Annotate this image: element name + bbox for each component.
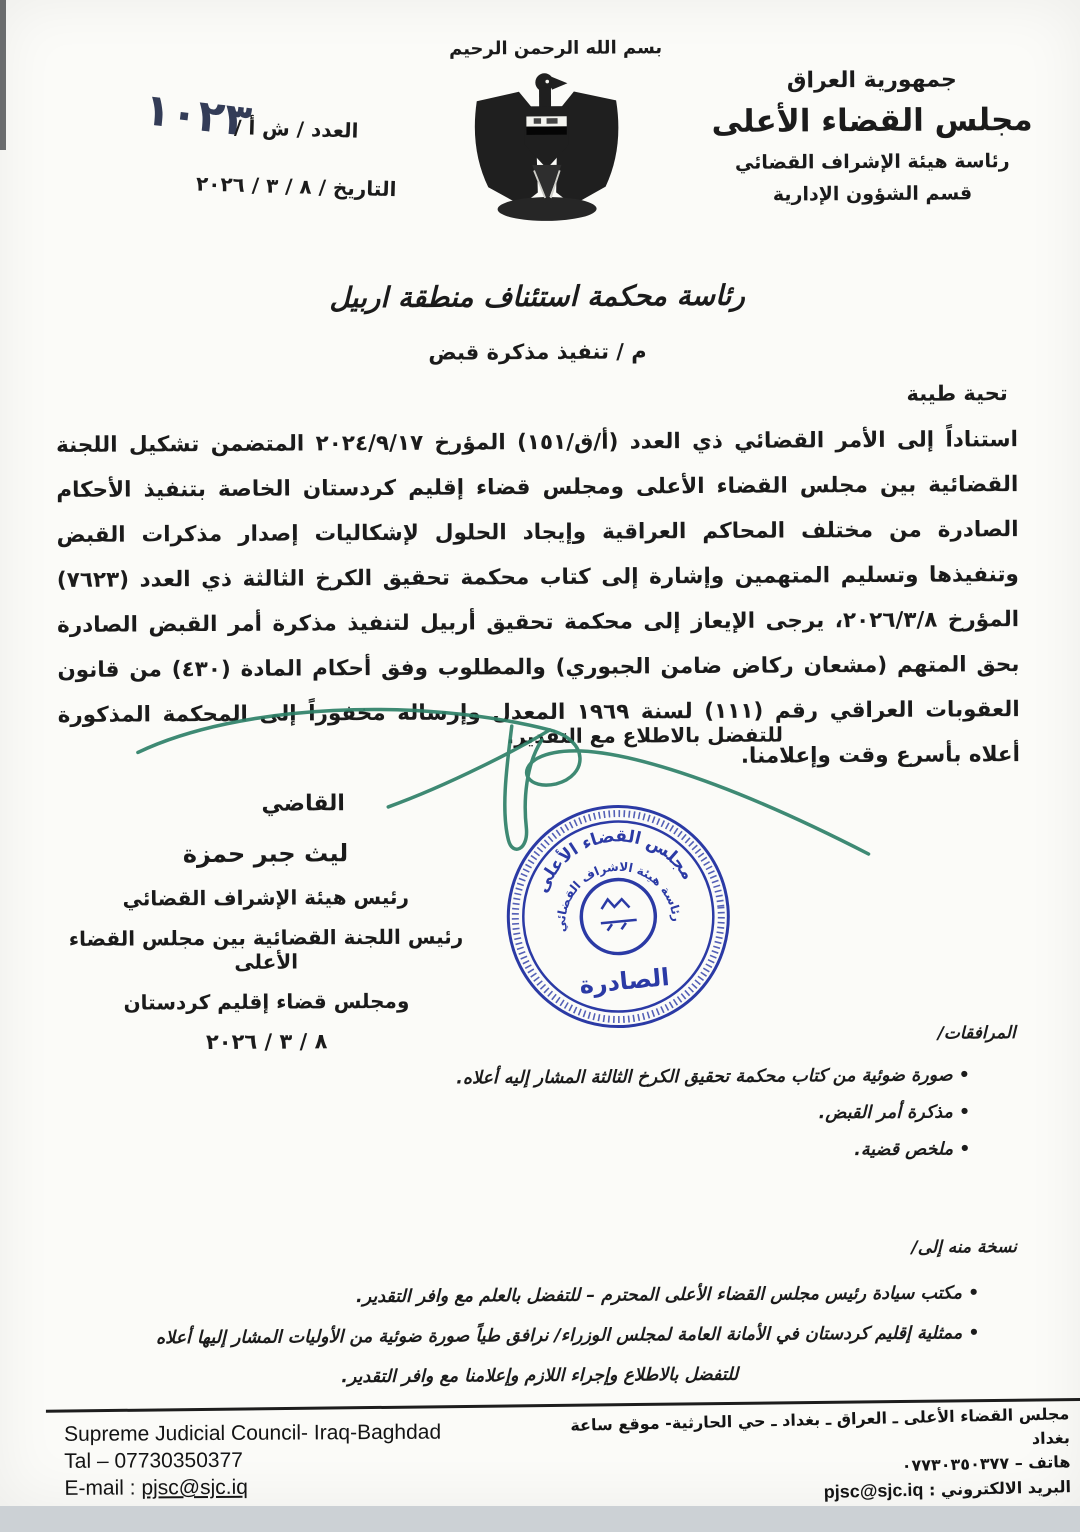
body-paragraph: استناداً إلى الأمر القضائي ذي العدد (أ/ق/١٥١) المؤرخ ٢٠٢٤/٩/١٧ المتضمن تشكيل اللجنة القضائية بين مجلس القضاء الأعلى ومجلس قضاء إقليم كردستان الخاصة بتنفيذ الأحكام الصادرة من مختلف المحاكم العراقية وإيجاد الحلول لإشكاليات إصدار مذكرات القبض وتنفيذها وتسليم المتهمين وإشارة إلى كتاب محكمة تحقيق الكرخ الثالثة ذي العدد (٧٦٢٣) المؤرخ ٢٠٢٦/٣/٨، يرجى الإيعاز إلى محكمة تحقيق أربيل لتنفيذ مذكرة أمر القبض الصادرة بحق المتهم (مشعان ركاض ضامن الجبوري) والمطلوب وفق أحكام المادة (٤٣٠) من قانون العقوبات العراقي رقم (١١١) لسنة ١٩٦٩ المعدل وإرساله مخفوراً إلى المحكمة المذكورة أعلاه بأسرع وقت وإعلامنا. xyxy=(55,427,1021,769)
date-line: التاريخ / ٨ / ٣ / ٢٠٢٦ xyxy=(195,171,397,202)
judge-label: القاضي xyxy=(261,791,346,817)
attachment-item: • ملخص قضية. xyxy=(350,1131,970,1172)
eagle-icon xyxy=(464,63,630,222)
footer-en-tel: Tal – 07730350377 xyxy=(64,1448,243,1473)
admin-department: قسم الشؤون الإدارية xyxy=(772,182,973,206)
judge-title-1: رئيس هيئة الإشراف القضائي xyxy=(122,884,410,911)
copy-item-continuation: للتفضل بالاطلاع وإجراء اللازم وإعلامنا مع وافر التقدير. xyxy=(341,1364,739,1388)
stamp-council-arc-text xyxy=(527,819,699,898)
footer-en-email-line xyxy=(64,1472,524,1502)
footer-ar-tel: هاتف – ٠٧٧٣٠٣٥٠٣٧٧ xyxy=(901,1452,1071,1476)
stamp-presidency-text: رئاسة هيئة الاشراف القضائي xyxy=(553,859,685,933)
stamp-council-text: مجلس القضاء الأعلى xyxy=(532,826,698,896)
footer-en-org: Supreme Judicial Council- Iraq-Baghdad xyxy=(64,1420,442,1446)
attachments-header: المرافقات/ xyxy=(937,1023,1016,1044)
official-round-stamp xyxy=(480,792,757,1055)
copies-list xyxy=(99,1273,980,1398)
greeting-line: تحية طيبة xyxy=(906,381,1008,406)
addressee-court-title: رئاسة محكمة استئناف منطقة اربيل xyxy=(329,278,745,315)
footer-ar-org: مجلس القضاء الأعلى ـ العراق ـ بغداد ـ حي الحارثية- موقع ساعة بغداد xyxy=(570,1404,1071,1449)
iraq-eagle-emblem xyxy=(464,63,630,226)
handwritten-ref-number: ١٠٢٣ xyxy=(141,84,255,148)
council-name: مجلس القضاء الأعلى xyxy=(711,101,1033,140)
footer-ar-email-label: البريد الالكتروني : xyxy=(923,1477,1072,1500)
judge-title-2: رئيس اللجنة القضائية بين مجلس القضاء الأعلى xyxy=(68,924,464,974)
scan-background-strip xyxy=(0,1506,1080,1532)
signature-date: ٨ / ٣ / ٢٠٢٦ xyxy=(205,1029,328,1055)
copies-header: نسخة منه إلى/ xyxy=(911,1237,1018,1258)
judge-title-3: ومجلس قضاء إقليم كردستان xyxy=(123,988,410,1015)
signature-block xyxy=(50,838,481,1055)
stamp-icon xyxy=(480,792,757,1051)
footer-arabic xyxy=(539,1402,1071,1511)
footer-english xyxy=(64,1418,524,1502)
stamp-issued-text: الصادرة xyxy=(578,963,671,1000)
closing-courtesy-line: للتفضل بالاطلاع مع التقدير. xyxy=(506,722,784,749)
attachment-item: • صورة ضوئية من كتاب محكمة تحقيق الكرخ الثالثة المشار إليه أعلاه. xyxy=(350,1057,970,1098)
judge-name: ليث جبر حمزة xyxy=(182,839,349,869)
copy-item: • ممثلية إقليم كردستان في الأمانة العامة لمجلس الوزراء/ نرافق طياً صورة ضوئية من الأوليات المشار إليها أعلاه xyxy=(99,1313,979,1358)
footer-ar-email: pjsc@sjc.iq xyxy=(823,1479,924,1502)
country-name: جمهورية العراق xyxy=(786,67,957,94)
basmala-text: بسم الله الرحمن الرحيم xyxy=(448,37,663,60)
org-header xyxy=(696,67,1049,206)
footer-en-email-label: E-mail : xyxy=(64,1476,142,1500)
attachment-item: • مذكرة أمر القبض. xyxy=(350,1094,970,1135)
copy-item: • مكتب سيادة رئيس مجلس القضاء الأعلى المحترم – للتفضل بالعلم مع وافر التقدير. xyxy=(99,1273,979,1318)
supervision-presidency: رئاسة هيئة الإشراف القضائي xyxy=(734,150,1010,174)
footer-en-email: pjsc@sjc.iq xyxy=(141,1475,249,1500)
ref-label: العدد / ش أ / xyxy=(233,115,359,143)
attachments-list xyxy=(350,1057,971,1172)
subject-line: م / تنفيذ مذكرة قبض xyxy=(428,339,647,365)
